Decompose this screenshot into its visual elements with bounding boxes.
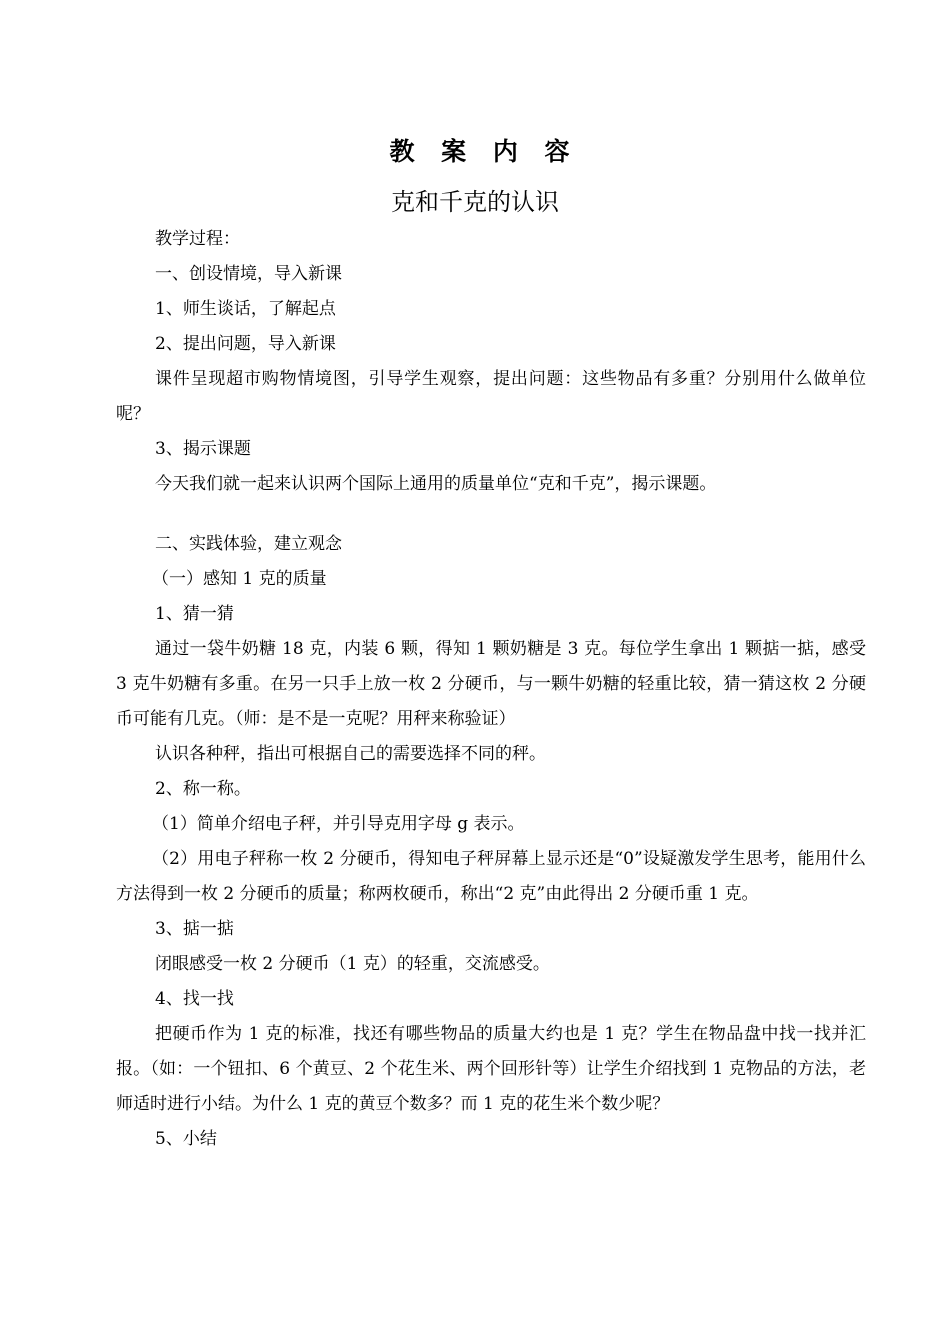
body-paragraph: 课件呈现超市购物情境图，引导学生观察，提出问题：这些物品有多重？分别用什么做单位呢？ bbox=[116, 369, 866, 424]
step-heading: 2、称一称。 bbox=[155, 779, 251, 799]
body-paragraph: （2）用电子秤称一枚 2 分硬币，得知电子秤屏幕上显示还是“0”设疑激发学生思考，能用什么方法得到一枚 2 分硬币的质量；称两枚硬币，称出“2 克”由此得出 2 分硬币重 1 克。 bbox=[116, 849, 866, 904]
section-heading-2: 二、实践体验，建立观念 bbox=[155, 534, 342, 554]
step-heading: 2、提出问题，导入新课 bbox=[155, 334, 336, 354]
document-title: 教 案 内 容 bbox=[389, 137, 579, 166]
step-heading: 1、师生谈话，了解起点 bbox=[155, 299, 336, 319]
section-heading-1: 一、创设情境，导入新课 bbox=[155, 264, 342, 284]
section-label-process: 教学过程： bbox=[155, 229, 240, 249]
subsection-heading: （一）感知 1 克的质量 bbox=[152, 569, 327, 589]
body-paragraph: （1）简单介绍电子秤，并引导克用字母 g 表示。 bbox=[152, 814, 525, 834]
body-paragraph: 把硬币作为 1 克的标准，找还有哪些物品的质量大约也是 1 克？学生在物品盘中找一找并汇报。（如：一个钮扣、6 个黄豆、2 个花生米、两个回形针等）让学生介绍找到 1 克物品的方法，老师适时进行小结。为什么 1 克的黄豆个数多？而 1 克的花生米个数少呢？ bbox=[116, 1024, 866, 1114]
step-heading: 1、猜一猜 bbox=[155, 604, 234, 624]
step-heading: 4、找一找 bbox=[155, 989, 234, 1009]
body-paragraph: 通过一袋牛奶糖 18 克，内装 6 颗，得知 1 颗奶糖是 3 克。每位学生拿出 1 颗掂一掂，感受 3 克牛奶糖有多重。在另一只手上放一枚 2 分硬币，与一颗牛奶糖的轻重比较，猜一猜这枚 2 分硬币可能有几克。（师：是不是一克呢？用秤来称验证） bbox=[116, 639, 866, 729]
step-heading: 3、掂一掂 bbox=[155, 919, 234, 939]
step-heading: 5、小结 bbox=[155, 1129, 217, 1149]
body-paragraph: 闭眼感受一枚 2 分硬币（1 克）的轻重，交流感受。 bbox=[155, 954, 550, 974]
lesson-title: 克和千克的认识 bbox=[391, 188, 559, 216]
body-paragraph: 认识各种秤，指出可根据自己的需要选择不同的秤。 bbox=[155, 744, 546, 764]
body-paragraph: 今天我们就一起来认识两个国际上通用的质量单位“克和千克”，揭示课题。 bbox=[155, 474, 717, 494]
step-heading: 3、揭示课题 bbox=[155, 439, 251, 459]
lesson-body bbox=[116, 222, 866, 1157]
